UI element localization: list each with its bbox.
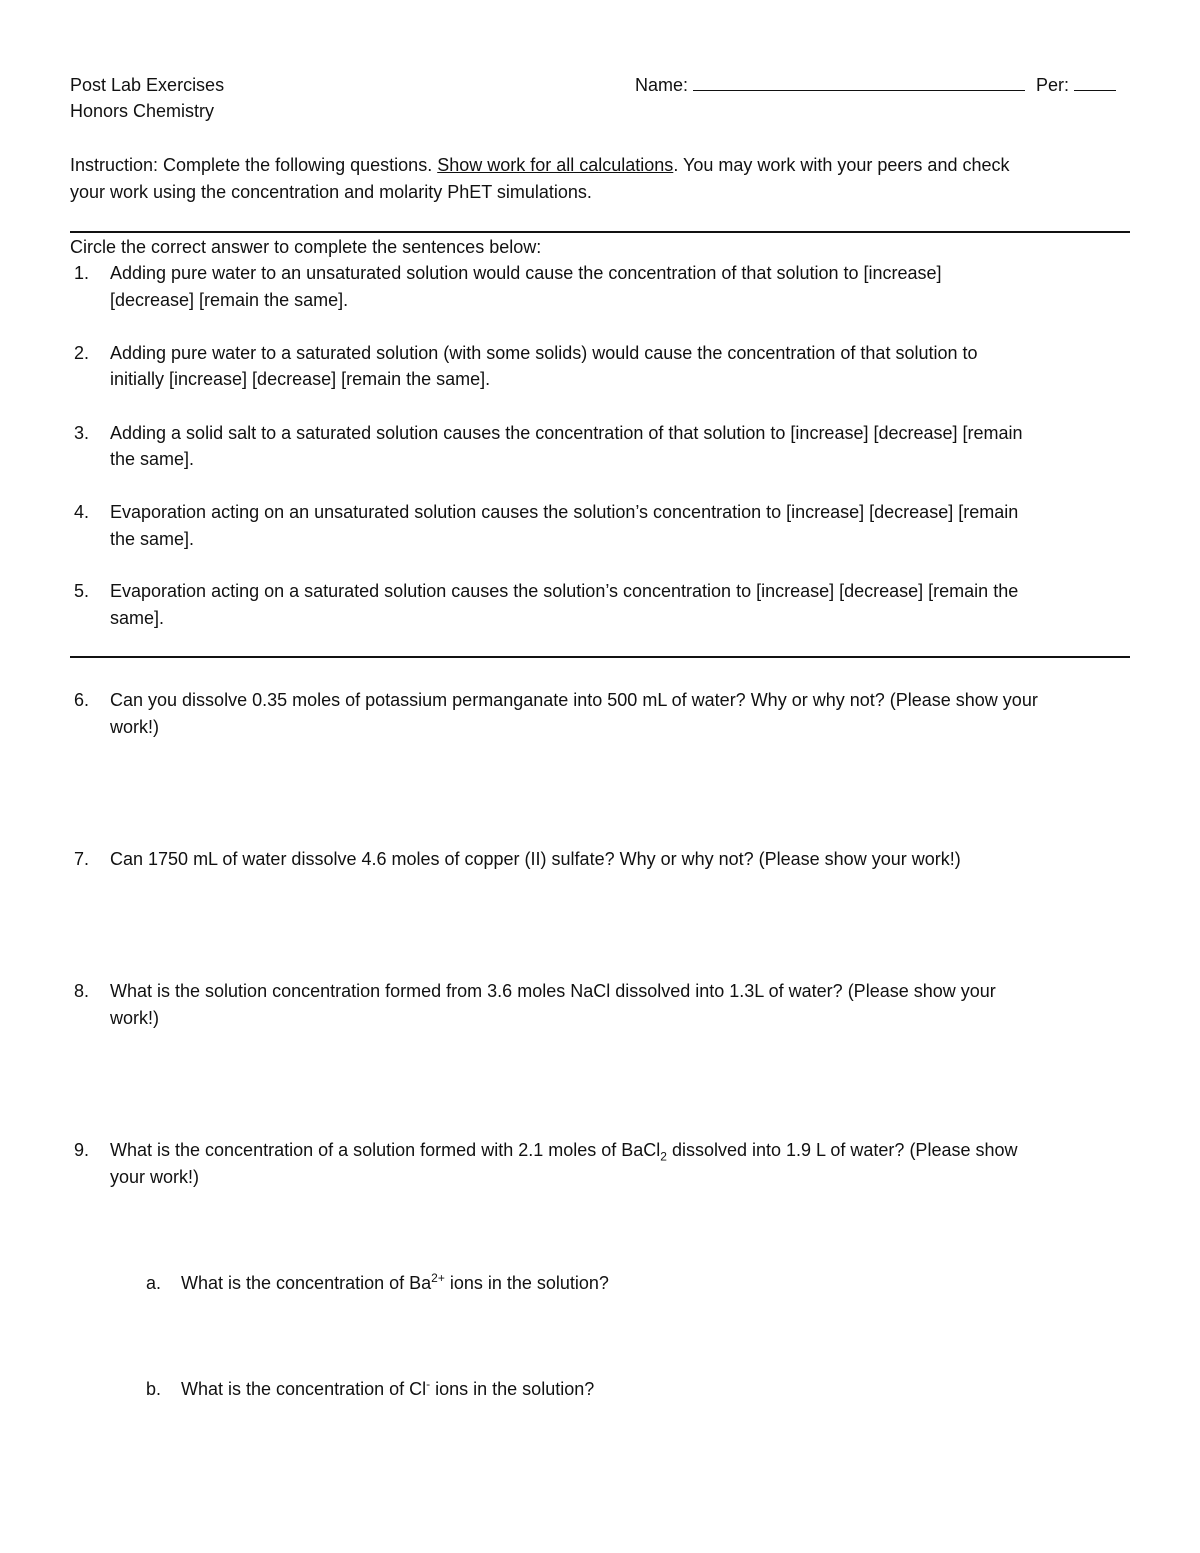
item-number: 5.	[74, 581, 90, 601]
subquestion-text-post: ions in the solution?	[430, 1379, 595, 1399]
question-text-line-1: Can 1750 mL of water dissolve 4.6 moles of copper (II) sulfate? Why or why not? (Please show your work!)	[110, 849, 961, 869]
question-text-line-1	[110, 1137, 1130, 1163]
subquestion-letter: b.	[146, 1379, 162, 1399]
item-text-line-1: Adding pure water to an unsaturated solution would cause the concentration of that solution to [increase]	[110, 263, 942, 283]
item-text-line-2: [decrease] [remain the same].	[110, 290, 349, 310]
item-number: 1.	[74, 263, 90, 283]
item-text-line-1: Adding pure water to a saturated solution (with some solids) would cause the concentration of that solution to	[110, 343, 978, 363]
subquestion-text	[181, 1270, 609, 1296]
instruction-prefix: Instruction: Complete the following questions.	[70, 155, 438, 175]
period-label: Per:	[1036, 75, 1070, 95]
question-number: 9.	[74, 1140, 90, 1160]
subquestion-text	[181, 1376, 594, 1402]
period-field-group	[1036, 72, 1116, 98]
item-text-line-1: Evaporation acting on an unsaturated solution causes the solution’s concentration to [increase] [decrease] [remain	[110, 502, 1019, 522]
superscript: 2+	[431, 1271, 445, 1285]
item-text-line-1: Evaporation acting on a saturated solution causes the solution’s concentration to [increase] [decrease] [remain the	[110, 581, 1019, 601]
name-field-group	[635, 72, 1025, 98]
item-text-line-2: the same].	[110, 529, 195, 549]
question-text-line-2: work!)	[110, 717, 159, 737]
name-label: Name:	[635, 75, 689, 95]
question-text-pre: What is the concentration of a solution formed with 2.1 moles of BaCl	[110, 1140, 661, 1160]
subquestion-text-pre: What is the concentration of Cl	[181, 1379, 427, 1399]
item-text-line-2: initially [increase] [decrease] [remain the same].	[110, 369, 491, 389]
subquestion-text-pre: What is the concentration of Ba	[181, 1273, 432, 1293]
question-text-line-2: your work!)	[110, 1167, 200, 1187]
superscript: -	[426, 1377, 431, 1391]
section-divider-top	[70, 231, 1130, 233]
question-text-line-1: Can you dissolve 0.35 moles of potassium permanganate into 500 mL of water? Why or why not? (Please show your	[110, 690, 1038, 710]
worksheet-title: Post Lab Exercises	[70, 75, 225, 95]
subquestion-text-post: ions in the solution?	[444, 1273, 609, 1293]
instruction-emphasis: Show work for all calculations	[437, 155, 674, 175]
course-name: Honors Chemistry	[70, 101, 215, 121]
section1-heading: Circle the correct answer to complete the sentences below:	[70, 237, 542, 257]
name-blank[interactable]	[693, 72, 1025, 91]
question-text-line-2: work!)	[110, 1008, 159, 1028]
question-number: 7.	[74, 849, 90, 869]
question-number: 6.	[74, 690, 90, 710]
section-divider-bottom	[70, 656, 1130, 658]
subscript: 2	[660, 1149, 667, 1164]
subquestion-letter: a.	[146, 1273, 162, 1293]
period-blank[interactable]	[1074, 72, 1116, 91]
question-number: 8.	[74, 981, 90, 1001]
item-number: 2.	[74, 343, 90, 363]
item-text-line-1: Adding a solid salt to a saturated solution causes the concentration of that solution to [increase] [decrease] [remain	[110, 423, 1023, 443]
item-number: 3.	[74, 423, 90, 443]
instruction-suffix: . You may work with your peers and check	[673, 155, 1010, 175]
item-text-line-2: same].	[110, 608, 165, 628]
item-number: 4.	[74, 502, 90, 522]
instruction-line-2: your work using the concentration and molarity PhET simulations.	[70, 182, 592, 202]
instruction-line-1	[70, 152, 1010, 178]
question-text-post: dissolved into 1.9 L of water? (Please show	[666, 1140, 1018, 1160]
question-text-line-1: What is the solution concentration formed from 3.6 moles NaCl dissolved into 1.3L of water? (Please show your	[110, 981, 996, 1001]
item-text-line-2: the same].	[110, 449, 195, 469]
